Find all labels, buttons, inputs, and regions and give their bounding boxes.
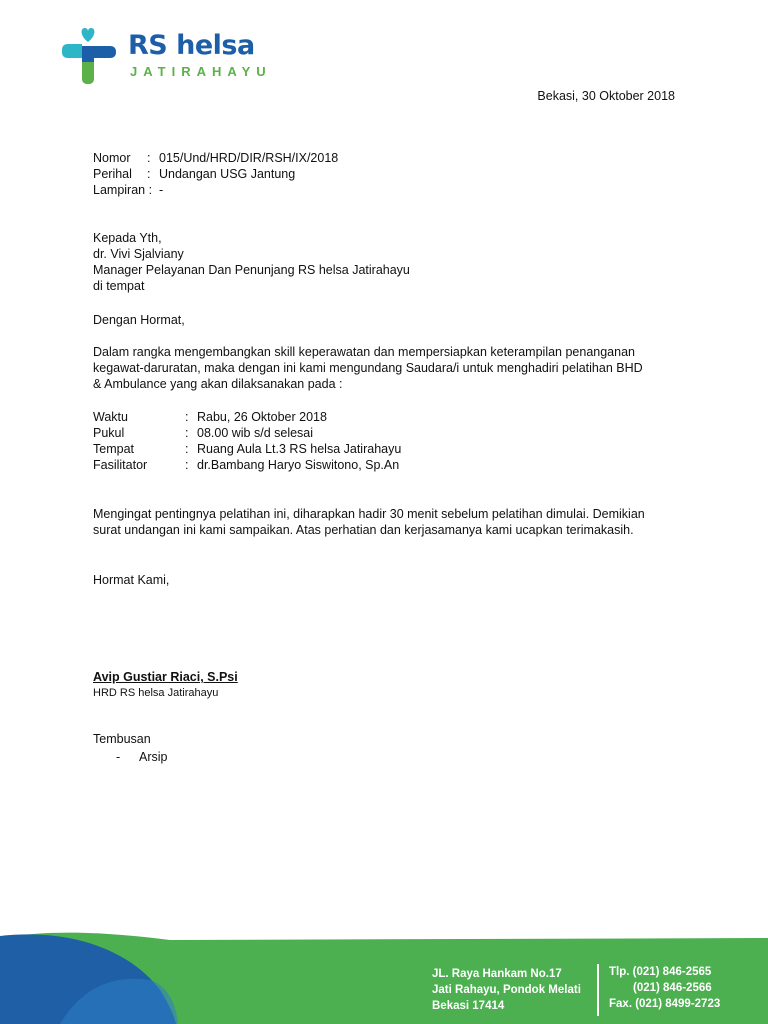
cc-item-text: Arsip: [139, 750, 168, 764]
recipient-greeting: Kepada Yth,: [93, 231, 162, 245]
meta-row-nomor: [93, 150, 338, 166]
recipient-position: Manager Pelayanan Dan Penunjang RS helsa Jatirahayu: [93, 263, 410, 277]
salutation-text: Dengan Hormat,: [93, 313, 185, 327]
detail-label: Pukul: [93, 426, 125, 440]
detail-row-pukul: [93, 425, 313, 441]
cc-item: [116, 750, 167, 764]
footer-phone-line: Tlp. (021) 846-2565: [609, 966, 712, 978]
sign-off: [93, 572, 169, 588]
detail-colon: :: [185, 426, 189, 440]
footer-phone-line: (021) 846-2566: [633, 982, 712, 994]
detail-colon: :: [185, 410, 189, 424]
intro-line: & Ambulance yang akan dilaksanakan pada :: [93, 377, 343, 391]
sign-off-text: Hormat Kami,: [93, 573, 170, 587]
brand-subtitle: JATIRAHAYU: [130, 64, 272, 79]
signer-title: HRD RS helsa Jatirahayu: [93, 687, 219, 699]
closing-paragraph: [93, 506, 645, 538]
intro-line: Dalam rangka mengembangkan skill keperawatan dan mempersiapkan keterampilan penanganan: [93, 345, 635, 359]
detail-label: Waktu: [93, 410, 128, 424]
meta-colon: :: [147, 151, 151, 165]
detail-colon: :: [185, 458, 189, 472]
detail-row-fasilitator: [93, 457, 399, 473]
cc-title: Tembusan: [93, 732, 151, 746]
detail-value: dr.Bambang Haryo Siswitono, Sp.An: [197, 458, 400, 472]
meta-label: Nomor: [93, 151, 131, 165]
signer-name: Avip Gustiar Riaci, S.Psi: [93, 670, 238, 684]
detail-value: Ruang Aula Lt.3 RS helsa Jatirahayu: [197, 442, 402, 456]
recipient-place: di tempat: [93, 279, 145, 293]
footer-contacts: [609, 964, 720, 1012]
letter-date: Bekasi, 30 Oktober 2018: [537, 89, 675, 103]
meta-value: -: [159, 183, 164, 197]
detail-row-waktu: [93, 409, 327, 425]
closing-line: Mengingat pentingnya pelatihan ini, diharapkan hadir 30 menit sebelum pelatihan dimulai. Demikian: [93, 507, 645, 521]
footer-address: [432, 966, 581, 1014]
recipient-name: dr. Vivi Sjalviany: [93, 247, 184, 261]
meta-row-lampiran: [93, 182, 163, 198]
recipient-block: [93, 230, 410, 294]
cc-dash: -: [116, 750, 121, 764]
closing-line: surat undangan ini kami sampaikan. Atas perhatian dan kerjasamanya kami ucapkan terimakasih.: [93, 523, 634, 537]
detail-label: Fasilitator: [93, 458, 148, 472]
detail-value: Rabu, 26 Oktober 2018: [197, 410, 327, 424]
meta-value: Undangan USG Jantung: [159, 167, 296, 181]
meta-label: Lampiran :: [93, 183, 153, 197]
detail-row-tempat: [93, 441, 401, 457]
detail-label: Tempat: [93, 442, 134, 456]
meta-row-perihal: [93, 166, 295, 182]
footer-divider: [597, 964, 599, 1016]
meta-value: 015/Und/HRD/DIR/RSH/IX/2018: [159, 151, 339, 165]
intro-line: kegawat-daruratan, maka dengan ini kami mengundang Saudara/i untuk menghadiri pelatihan BHD: [93, 361, 643, 375]
hospital-logo: [58, 26, 318, 86]
meta-colon: :: [147, 167, 151, 181]
meta-label: Perihal: [93, 167, 132, 181]
footer-address-line: JL. Raya Hankam No.17: [432, 968, 562, 980]
detail-colon: :: [185, 442, 189, 456]
salutation: [93, 312, 185, 328]
footer-address-line: Jati Rahayu, Pondok Melati: [432, 984, 581, 996]
brand-name: RS helsa: [128, 30, 255, 61]
detail-value: 08.00 wib s/d selesai: [197, 426, 314, 440]
footer-address-line: Bekasi 17414: [432, 1000, 505, 1012]
footer-phone-line: Fax. (021) 8499-2723: [609, 998, 721, 1010]
medical-cross-heart-icon: [58, 28, 120, 84]
intro-paragraph: [93, 344, 643, 392]
